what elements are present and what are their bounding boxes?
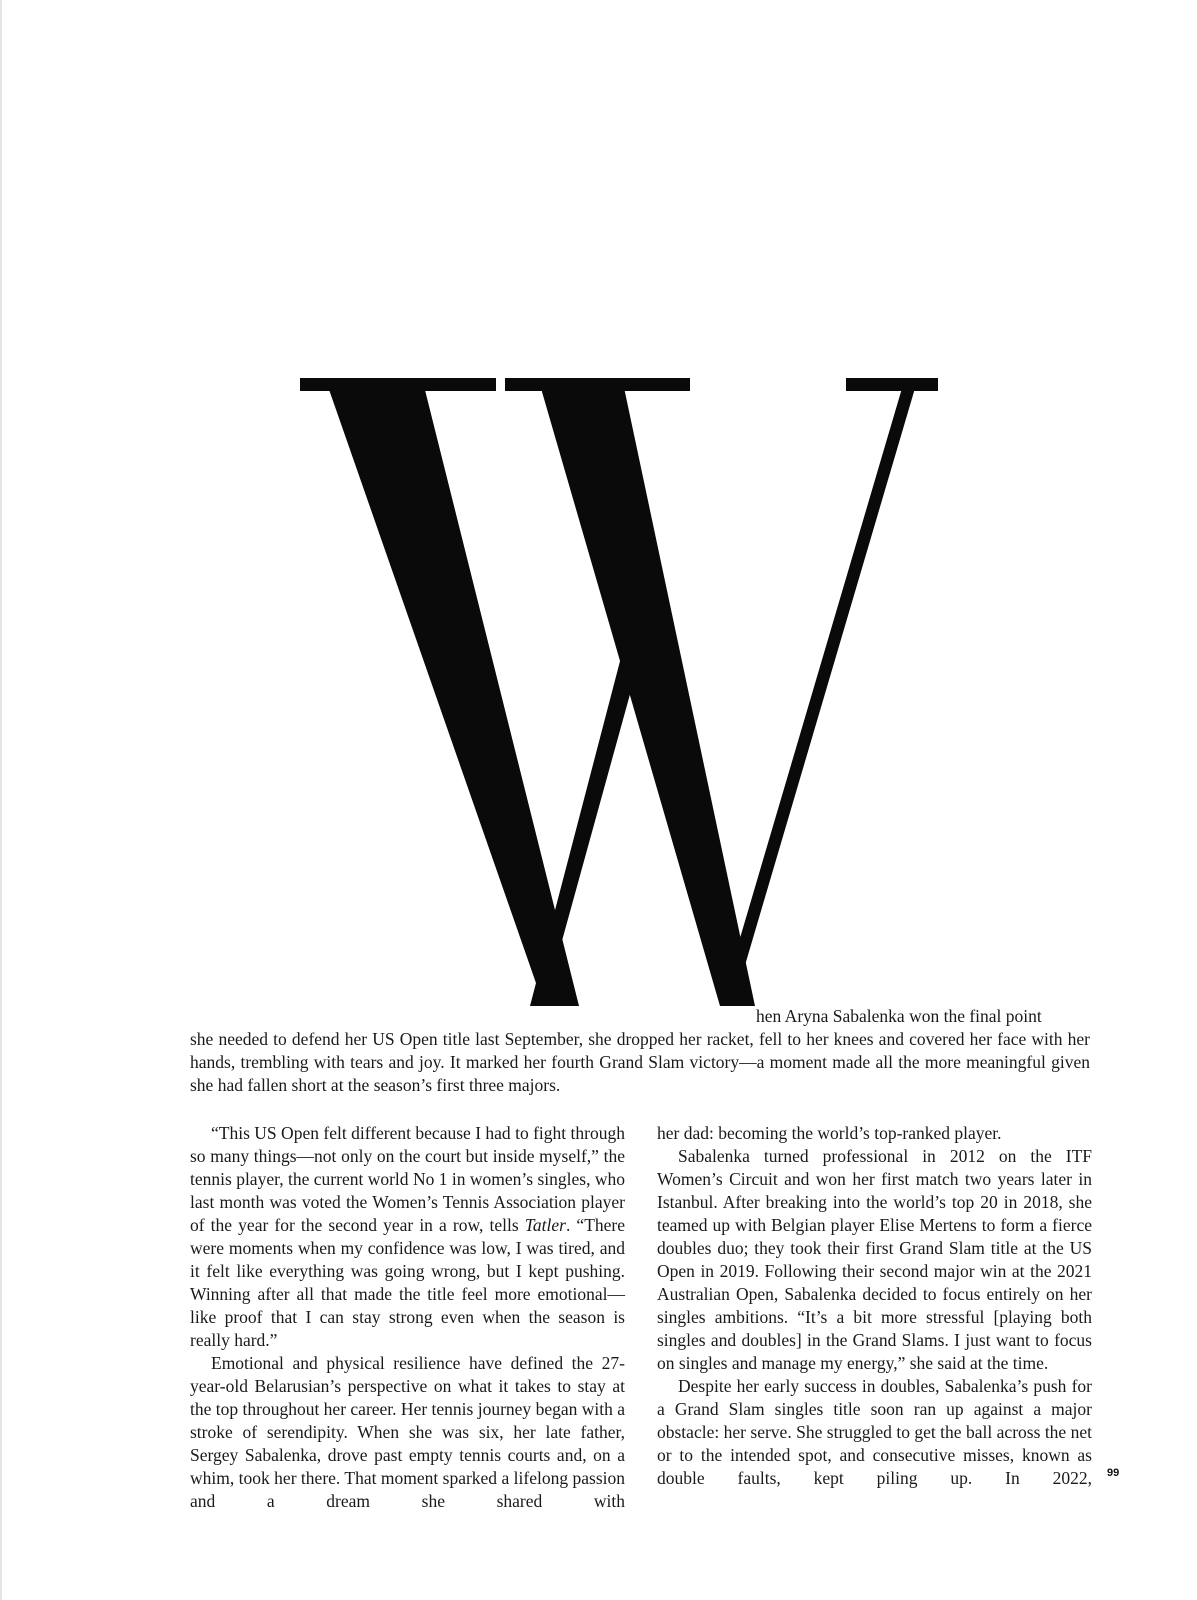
quote-text-end: . “There were moments when my confidence was low, I was tired, and it felt like everything was going wrong, but I kept pushing. Winning after all that made the title feel more emotional—like proof that I can stay strong even when the season is really hard.” (190, 1215, 625, 1350)
w-right-thin-stroke (720, 378, 918, 1006)
quote-text-start: “This US Open felt different because I had to fight through so many things—not only on the court but inside myself,” the tennis player, the current world No 1 in women’s singles, who last month was voted the Women’s Tennis Association player of the year for the second year in a row, tells (190, 1123, 625, 1235)
quote-paragraph (190, 1122, 625, 1352)
drop-cap-w (300, 378, 950, 1028)
resilience-paragraph: Emotional and physical resilience have defined the 27-year-old Belarusian’s perspective on what it takes to stay at the top throughout her career. Her tennis journey began with a stroke of serendipity. When she was six, her late father, Sergey Sabalenka, drove past empty tennis courts and, on a whim, took her there. That moment sparked a lifelong passion and a dream she shared with (190, 1353, 625, 1511)
page-number: 99 (1107, 1467, 1120, 1479)
w-left-thick-stroke (325, 378, 579, 1006)
serve-paragraph: Despite her early success in doubles, Sabalenka’s push for a Grand Slam singles title soon ran up against a major obstacle: her serve. She struggled to get the ball across the net or to the intended spot, and consecutive misses, known as double faults, kept piling up. In 2022, (657, 1376, 1092, 1488)
w-left-thin-stroke (530, 642, 640, 1006)
body-column-left (190, 1122, 625, 1513)
lead-paragraph-first-line: hen Aryna Sabalenka won the final point (756, 1006, 1042, 1026)
drop-cap-shape (300, 378, 938, 1006)
publication-name: Tatler (524, 1215, 566, 1235)
continued-paragraph: her dad: becoming the world’s top-ranked player. (657, 1123, 1002, 1143)
page-edge (0, 0, 2, 1600)
body-column-right (657, 1122, 1092, 1490)
drop-cap-glyph (300, 378, 950, 1028)
lead-paragraph: she needed to defend her US Open title last September, she dropped her racket, fell to her knees and covered her face with her hands, trembling with tears and joy. It marked her fourth Grand Slam victory—a moment made all the more meaningful given she had fallen short at the season’s first three majors. (190, 1029, 1090, 1095)
w-right-serif (846, 378, 938, 391)
career-paragraph: Sabalenka turned professional in 2012 on the ITF Women’s Circuit and won her first match two years later in Istanbul. After breaking into the world’s top 20 in 2018, she teamed up with Belgian player Elise Mertens to form a fierce doubles duo; they took their first Grand Slam title at the US Open in 2019. Following their second major win at the 2021 Australian Open, Sabalenka decided to focus entirely on her singles ambitions. “It’s a bit more stressful [playing both singles and doubles] in the Grand Slams. I just want to focus on singles and manage my energy,” she said at the time. (657, 1146, 1092, 1373)
w-middle-thick-stroke (538, 378, 755, 1006)
